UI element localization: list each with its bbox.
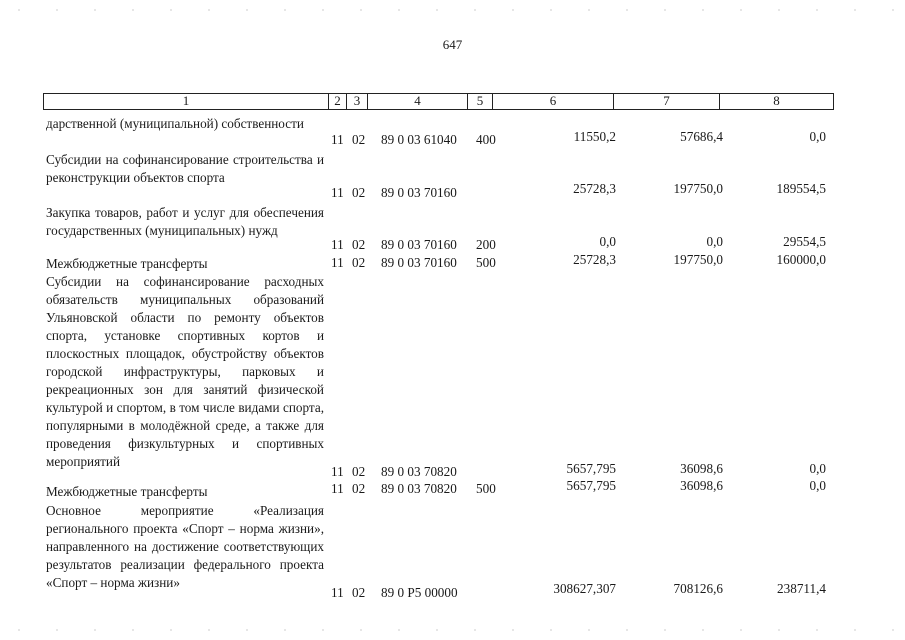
row-amount-col8: 160000,0 bbox=[776, 252, 826, 267]
row-section: 11 bbox=[331, 464, 344, 479]
row-subsection: 02 bbox=[352, 481, 366, 496]
header-col-8: 8 bbox=[719, 94, 833, 109]
row-name: Субсидии на софинансирование расходных обязательств муниципальных образований Ульяновской области по ремонту объектов спорта, установке спортивных кортов и плоскостных площадок, обустройству объектов городской инфраструктуры, парковых и рекреационных зон для занятий физической культурой и спортом, в том числе видами спорта, популярными в молодёжной среде, а также для проведения физкультурных и спортивных мероприятий bbox=[46, 274, 324, 469]
row-amount-col6: 0,0 bbox=[599, 234, 616, 249]
row-amount-col7: 0,0 bbox=[706, 234, 723, 249]
row-subsection: 02 bbox=[352, 464, 366, 479]
header-col-1: 1 bbox=[182, 93, 190, 108]
row-subsection: 02 bbox=[352, 132, 366, 147]
page-number: 647 bbox=[442, 37, 463, 52]
row-subsection: 02 bbox=[352, 237, 366, 252]
row-subsection: 02 bbox=[352, 185, 366, 200]
row-expense-type: 500 bbox=[476, 255, 496, 270]
header-col-7: 7 bbox=[613, 94, 719, 109]
row-target-article: 89 0 P5 00000 bbox=[381, 585, 458, 600]
header-col-6: 6 bbox=[492, 94, 613, 109]
row-expense-type: 400 bbox=[476, 132, 496, 147]
header-col-4: 4 bbox=[367, 94, 467, 109]
row-amount-col8: 189554,5 bbox=[776, 181, 826, 196]
row-amount-col8: 238711,4 bbox=[777, 581, 826, 596]
table-header bbox=[43, 93, 834, 110]
row-amount-col8: 0,0 bbox=[809, 478, 826, 493]
header-col-3: 3 bbox=[346, 94, 367, 109]
scan-noise-bottom bbox=[0, 628, 905, 632]
row-amount-col8: 0,0 bbox=[809, 129, 826, 144]
row-name: Межбюджетные трансферты bbox=[46, 484, 208, 499]
scan-noise-top bbox=[0, 8, 905, 12]
row-target-article: 89 0 03 61040 bbox=[381, 132, 457, 147]
row-expense-type: 500 bbox=[476, 481, 496, 496]
row-amount-col6: 5657,795 bbox=[566, 478, 616, 493]
row-subsection: 02 bbox=[352, 585, 366, 600]
row-name: дарственной (муниципальной) собственности bbox=[46, 116, 304, 131]
row-amount-col6: 308627,307 bbox=[553, 581, 616, 596]
row-target-article: 89 0 03 70160 bbox=[381, 255, 457, 270]
header-col-5: 5 bbox=[467, 94, 492, 109]
row-section: 11 bbox=[331, 585, 344, 600]
row-amount-col8: 0,0 bbox=[809, 461, 826, 476]
row-amount-col6: 11550,2 bbox=[573, 129, 616, 144]
row-subsection: 02 bbox=[352, 255, 366, 270]
row-section: 11 bbox=[331, 237, 344, 252]
row-amount-col7: 708126,6 bbox=[673, 581, 723, 596]
row-amount-col7: 197750,0 bbox=[673, 181, 723, 196]
row-section: 11 bbox=[331, 255, 344, 270]
row-target-article: 89 0 03 70160 bbox=[381, 185, 457, 200]
row-amount-col6: 25728,3 bbox=[573, 252, 616, 267]
row-amount-col7: 36098,6 bbox=[680, 478, 723, 493]
row-amount-col7: 57686,4 bbox=[680, 129, 723, 144]
row-section: 11 bbox=[331, 185, 344, 200]
row-name: Субсидии на софинансирование строительства и реконструкции объектов спорта bbox=[46, 152, 324, 185]
row-name: Основное мероприятие «Реализация регионального проекта «Спорт – норма жизни», направленного на достижение соответствующих результатов реализации федерального проекта «Спорт – норма жизни» bbox=[46, 503, 324, 590]
row-amount-col7: 197750,0 bbox=[673, 252, 723, 267]
row-section: 11 bbox=[331, 132, 344, 147]
header-col-2: 2 bbox=[328, 94, 346, 109]
row-name: Межбюджетные трансферты bbox=[46, 256, 208, 271]
row-amount-col7: 36098,6 bbox=[680, 461, 723, 476]
row-target-article: 89 0 03 70820 bbox=[381, 464, 457, 479]
row-target-article: 89 0 03 70160 bbox=[381, 237, 457, 252]
row-name: Закупка товаров, работ и услуг для обеспечения государственных (муниципальных) нужд bbox=[46, 205, 324, 238]
row-amount-col6: 25728,3 bbox=[573, 181, 616, 196]
row-amount-col6: 5657,795 bbox=[566, 461, 616, 476]
row-amount-col8: 29554,5 bbox=[783, 234, 826, 249]
row-expense-type: 200 bbox=[476, 237, 496, 252]
row-target-article: 89 0 03 70820 bbox=[381, 481, 457, 496]
row-section: 11 bbox=[331, 481, 344, 496]
